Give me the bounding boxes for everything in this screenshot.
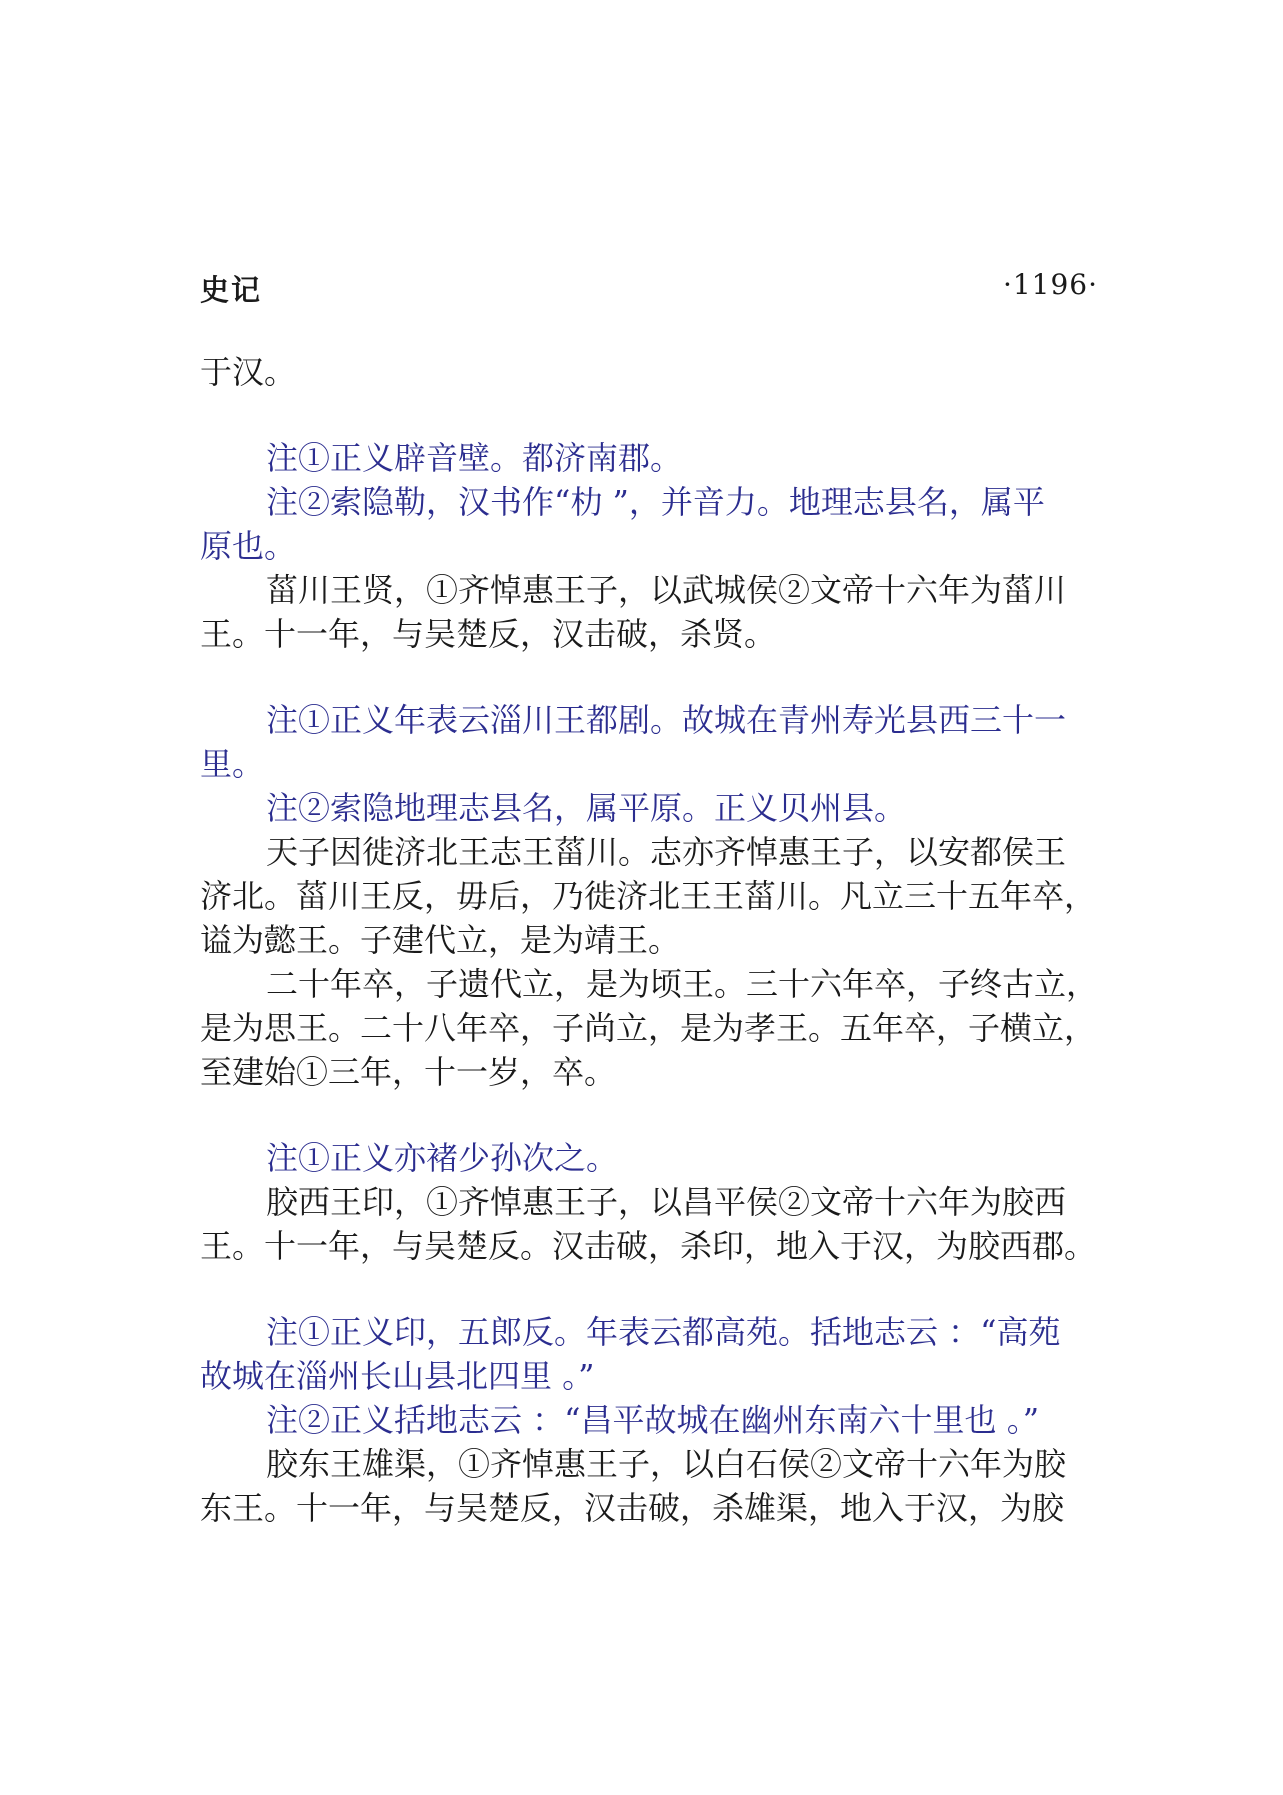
text-line: 里。 <box>200 745 265 783</box>
text-line: 二十年卒，子遗代立，是为顷王。三十六年卒，子终古立， <box>266 965 1099 1003</box>
book-title: 史记 <box>200 273 263 307</box>
annotation-paragraph <box>200 786 1100 830</box>
text-line: 王。十一年，与吴楚反，汉击破，杀贤。 <box>200 615 777 653</box>
page-body <box>200 350 1100 1530</box>
paragraph-gap <box>200 1094 1100 1136</box>
text-line: 是为思王。二十八年卒，子尚立，是为孝王。五年卒，子横立， <box>200 1009 1097 1047</box>
paragraph-gap <box>200 656 1100 698</box>
text-line: 胶东王雄渠，①齐悼惠王子，以白石侯②文帝十六年为胶 <box>266 1445 1067 1483</box>
text-line: 注①正义辟音壁。都济南郡。 <box>266 439 683 477</box>
text-line: 菑川王贤，①齐悼惠王子，以武城侯②文帝十六年为菑川 <box>266 571 1067 609</box>
text-line: 注①正义年表云淄川王都剧。故城在青州寿光县西三十一 <box>266 701 1067 739</box>
annotation-paragraph <box>200 436 1100 480</box>
text-line: 胶西王印，①齐悼惠王子，以昌平侯②文帝十六年为胶西 <box>266 1183 1067 1221</box>
text-line: 故城在淄州长山县北四里 。” <box>200 1357 595 1395</box>
text-paragraph <box>200 568 1100 656</box>
text-line: 至建始①三年，十一岁，卒。 <box>200 1053 617 1091</box>
text-line: 注②正义括地志云 ：“昌平故城在幽州东南六十里也 。” <box>266 1401 1040 1439</box>
annotation-paragraph <box>200 1398 1100 1442</box>
annotation-paragraph <box>200 698 1100 786</box>
paragraph-gap <box>200 394 1100 436</box>
text-line: 于汉。 <box>200 353 297 391</box>
text-line: 注①正义印，五郎反。年表云都高苑。括地志云 ：“高苑 <box>266 1313 1061 1351</box>
text-line: 注②索隐地理志县名，属平原。正义贝州县。 <box>266 789 907 827</box>
text-paragraph <box>200 1180 1100 1268</box>
text-line: 注①正义亦褚少孙次之。 <box>266 1139 619 1177</box>
text-paragraph <box>200 350 1100 394</box>
text-line: 天子因徙济北王志王菑川。志亦齐悼惠王子，以安都侯王 <box>266 833 1067 871</box>
text-paragraph <box>200 1442 1100 1530</box>
text-line: 王。十一年，与吴楚反。汉击破，杀印，地入于汉，为胶西郡。 <box>200 1227 1097 1265</box>
text-line: 注②索隐勒，汉书作“朸 ”，并音力。地理志县名，属平 <box>266 483 1045 521</box>
text-paragraph <box>200 962 1100 1094</box>
page-number: ·1196· <box>1002 268 1098 301</box>
text-line: 谥为懿王。子建代立，是为靖王。 <box>200 921 681 959</box>
page-header <box>200 268 1098 308</box>
text-line: 原也。 <box>200 527 297 565</box>
annotation-paragraph <box>200 1310 1100 1398</box>
text-paragraph <box>200 830 1100 962</box>
annotation-paragraph <box>200 1136 1100 1180</box>
text-line: 济北。菑川王反，毋后，乃徙济北王王菑川。凡立三十五年卒， <box>200 877 1097 915</box>
annotation-paragraph <box>200 480 1100 568</box>
text-line: 东王。十一年，与吴楚反，汉击破，杀雄渠，地入于汉，为胶 <box>200 1489 1065 1527</box>
paragraph-gap <box>200 1268 1100 1310</box>
